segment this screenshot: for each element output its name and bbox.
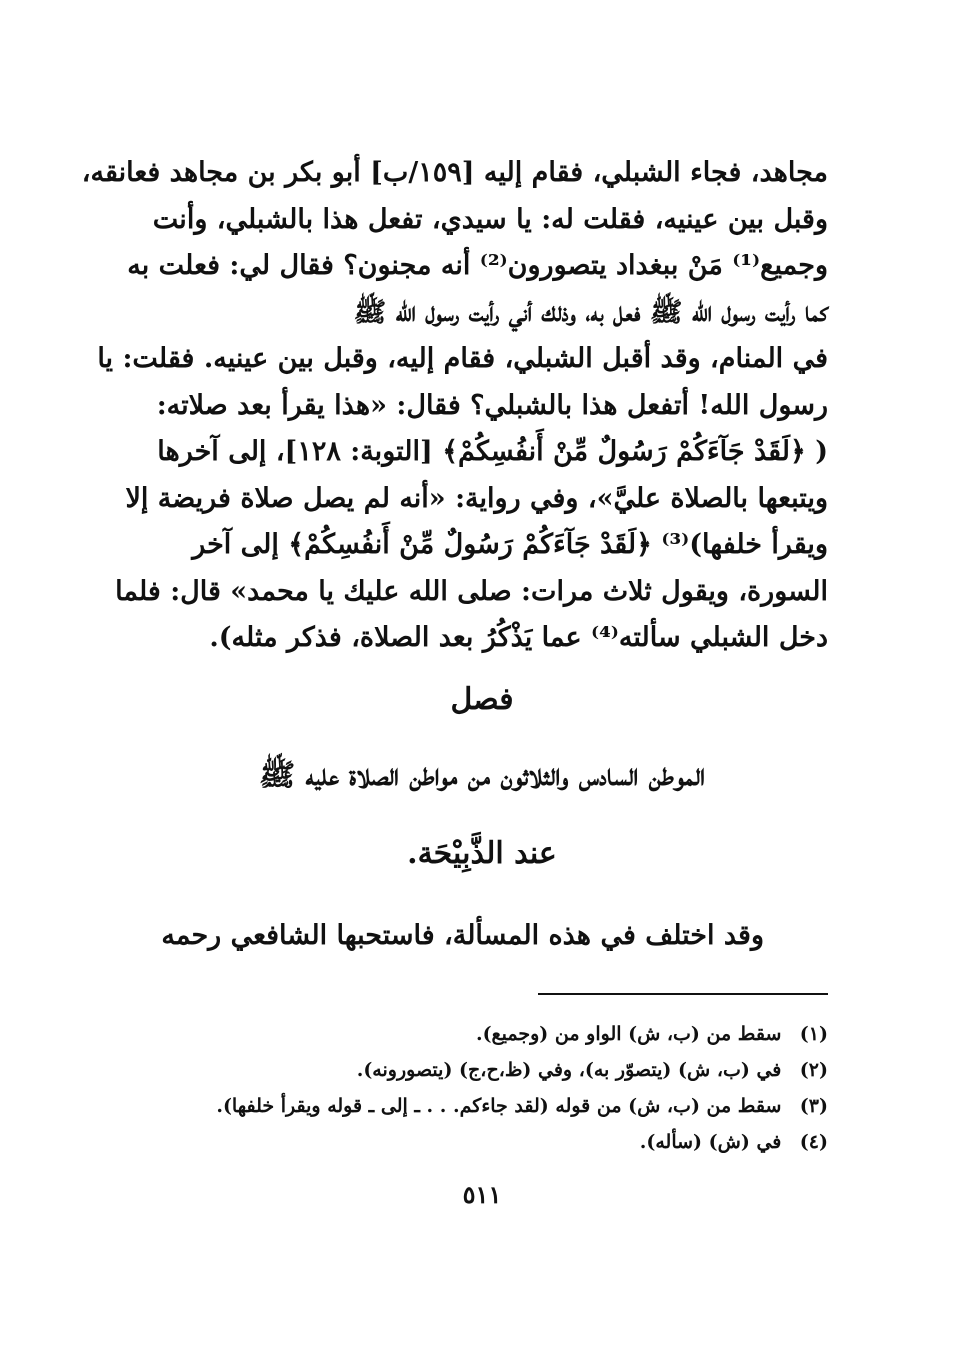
footnote-text: في (ش) (سأله). [639, 1131, 782, 1153]
footnote-number: (٤) [799, 1131, 828, 1153]
footnote-text: في (ب، ش) (يتصوّر به)، وفي (ظ،ح،ج) (يتصورونه). [356, 1059, 782, 1081]
footnote-text: سقط من (ب، ش) من قوله (لقد جاءكم. . . ـ إلى ـ قوله ويقرأ خلفها). [216, 1095, 782, 1117]
text-line: وقبل بين عينيه، فقلت له: يا سيدي، تفعل هذا بالشبلي، وأنت [152, 203, 828, 235]
footnote-number: (١) [799, 1023, 828, 1045]
footnote [136, 1052, 828, 1088]
main-text-block [81, 150, 828, 662]
footnote [136, 1016, 828, 1052]
section-title: الموطن السادس والثلاثون من مواطن الصلاة عليه ﷺ [258, 758, 706, 793]
page-number: ٥١١ [462, 1180, 502, 1209]
text-line: مجاهد، فجاء الشبلي، فقام إليه [١٥٩/ب] أبو بكر بن مجاهد فعانقه، [81, 157, 828, 188]
section-subtitle: عند الذَّبِيْحَة. [407, 836, 557, 871]
text-line: كما رأيت رسول الله ﷺ فعل به، وذلك أني رأيت رسول الله ﷺ [353, 296, 828, 328]
text-line: ( ﴿لَقَدْ جَآءَكُمْ رَسُولٌ مِّنْ أَنفُسِكُمْ﴾ [التوبة: ١٢٨]، إلى آخرها [157, 436, 828, 467]
text-line: رسول الله! أتفعل هذا بالشبلي؟ فقال: «هذا يقرأ بعد صلاته: [156, 389, 828, 421]
footnote-number: (٣) [799, 1095, 828, 1117]
footnote-number: (٢) [799, 1059, 828, 1081]
footnote-text: سقط من (ب، ش) الواو من (وجميع). [475, 1023, 782, 1045]
paragraph-start: وقد اختلف في هذه المسألة، فاستحبها الشافعي رحمه [161, 920, 764, 951]
footnote [136, 1088, 828, 1124]
text-line: وجميع⁽¹⁾ مَنْ ببغداد يتصورون⁽²⁾ أنه مجنون؟ فقال لي: فعلت به [127, 250, 828, 281]
text-line: ويقرأ خلفها)⁽³⁾ ﴿لَقَدْ جَآءَكُمْ رَسُولٌ مِّنْ أَنفُسِكُمْ﴾ إلى آخر [192, 529, 828, 560]
footnote [136, 1124, 828, 1160]
footnotes [136, 1016, 828, 1160]
footnote-divider [538, 993, 828, 995]
text-line: السورة، ويقول ثلاث مرات: صلى الله عليك يا محمد» قال: فلما [115, 575, 828, 607]
text-line: دخل الشبلي سألته⁽⁴⁾ عما يَذْكُرُ بعد الصلاة، فذكر مثله). [209, 622, 828, 653]
text-line: في المنام، وقد أقبل الشبلي، فقام إليه، وقبل بين عينيه. فقلت: يا [97, 343, 828, 374]
text-line: ويتبعها بالصلاة عليَّ»، وفي رواية: «أنه لم يصل صلاة فريضة إلا [125, 482, 828, 514]
section-label: فصل [450, 682, 514, 717]
